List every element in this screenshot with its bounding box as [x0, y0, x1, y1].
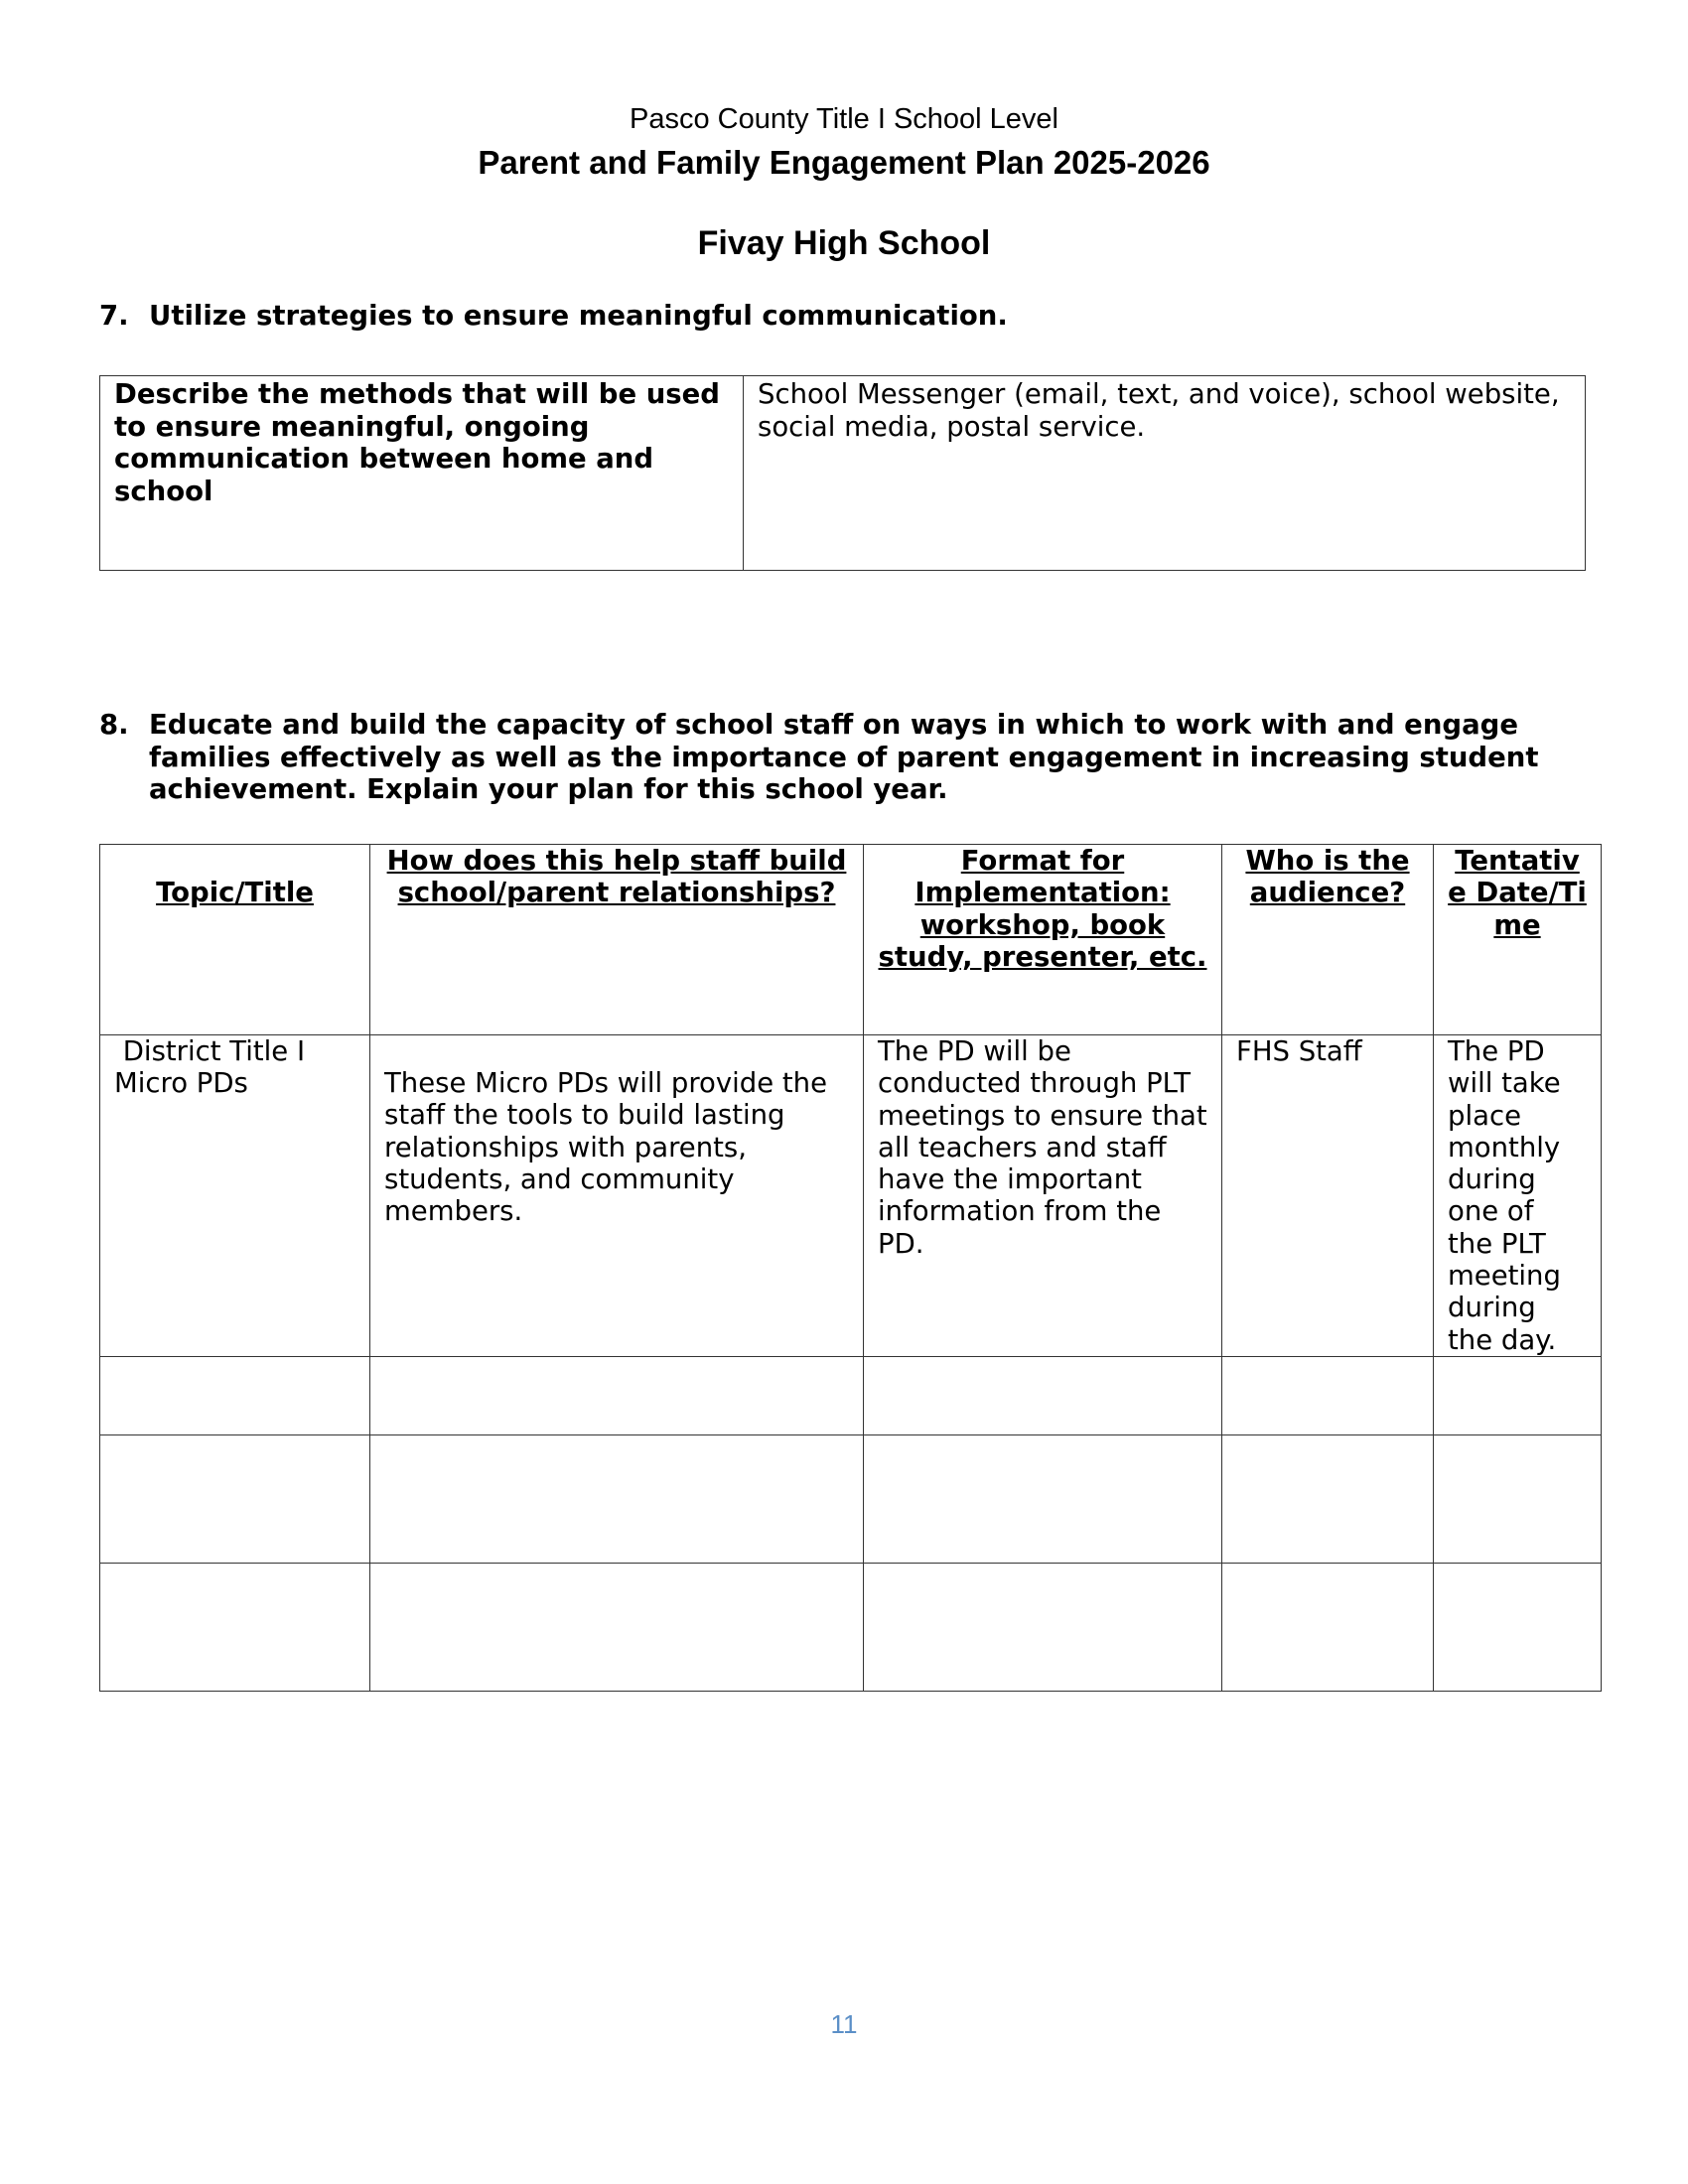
cell-audience	[1222, 1563, 1434, 1691]
page-number: 11	[830, 2009, 858, 2039]
document-header-district: Pasco County Title I School Level	[629, 103, 1058, 135]
table-row	[100, 376, 1586, 571]
column-header-how: How does this help staff build school/parent relationships?	[370, 845, 864, 1035]
cell-how	[370, 1563, 864, 1691]
cell-how	[370, 1035, 864, 1357]
cell-date	[1434, 1356, 1602, 1434]
cell-audience	[1222, 1434, 1434, 1563]
cell-date	[1434, 1563, 1602, 1691]
document-title: Parent and Family Engagement Plan 2025-2026	[478, 144, 1210, 181]
communication-answer: School Messenger (email, text, and voice), school website, social media, postal service.	[744, 376, 1586, 571]
column-header-topic	[100, 845, 370, 1035]
cell-topic	[100, 1434, 370, 1563]
table-header-row	[100, 845, 1602, 1035]
column-header-date: Tentative Date/Time	[1434, 845, 1602, 1035]
school-name: Fivay High School	[697, 224, 991, 262]
section-8-title: Educate and build the capacity of school staff on ways in which to work with and engage families effectively as well as the importance of parent engagement in increasing student achievement. Explain your plan for this school year.	[149, 709, 1539, 805]
column-header-format: Format for Implementation: workshop, book study, presenter, etc.	[864, 845, 1222, 1035]
section-7-number: 7.	[99, 300, 129, 332]
cell-how	[370, 1434, 864, 1563]
column-header-audience: Who is the audience?	[1222, 845, 1434, 1035]
section-8-heading	[99, 709, 1589, 808]
table-row	[100, 1563, 1602, 1691]
cell-format	[864, 1563, 1222, 1691]
cell-audience: FHS Staff	[1222, 1035, 1434, 1357]
section-7-title: Utilize strategies to ensure meaningful communication.	[149, 300, 1008, 332]
cell-topic	[100, 1563, 370, 1691]
cell-how-text: These Micro PDs will provide the staff the tools to build lasting relationships with parents, students, and community members.	[384, 1067, 828, 1228]
cell-date	[1434, 1434, 1602, 1563]
communication-question: Describe the methods that will be used to ensure meaningful, ongoing communication between home and school	[100, 376, 744, 571]
cell-topic: District Title I Micro PDs	[100, 1035, 370, 1357]
cell-format	[864, 1356, 1222, 1434]
cell-date: The PD will take place monthly during one of the PLT meeting during the day.	[1434, 1035, 1602, 1357]
communication-table	[99, 375, 1586, 571]
staff-capacity-table	[99, 844, 1602, 1692]
cell-format: The PD will be conducted through PLT meetings to ensure that all teachers and staff have the important information from the PD.	[864, 1035, 1222, 1357]
section-7-heading	[99, 300, 1589, 340]
table-row	[100, 1434, 1602, 1563]
cell-topic	[100, 1356, 370, 1434]
table-row	[100, 1356, 1602, 1434]
cell-format	[864, 1434, 1222, 1563]
cell-how	[370, 1356, 864, 1434]
section-8-number: 8.	[99, 709, 129, 741]
column-header-topic-text: Topic/Title	[156, 877, 314, 908]
cell-audience	[1222, 1356, 1434, 1434]
table-row	[100, 1035, 1602, 1357]
